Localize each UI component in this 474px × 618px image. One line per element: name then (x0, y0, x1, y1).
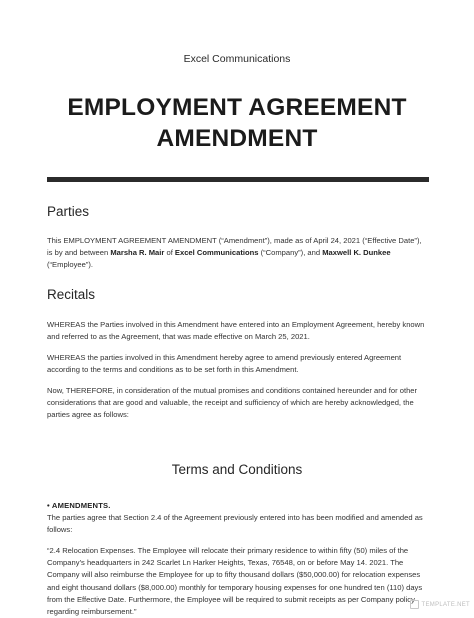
recitals-paragraph-2: WHEREAS the parties involved in this Amendment hereby agree to amend previously entered Agreement according to the terms and conditions as to be set forth in this Amendment. (47, 353, 402, 375)
parties-text-2b: of (164, 248, 175, 258)
document-title (0, 92, 474, 154)
recitals-heading: Recitals (47, 287, 96, 302)
parties-text-1: This EMPLOYMENT AGREEMENT AMENDMENT (“Amendment”), made as of April 24, 2021 (“Effective Date”), (47, 236, 422, 245)
parties-text-2c: (“Company”), and (258, 248, 323, 258)
template-logo-icon (410, 600, 419, 609)
recitals-paragraph-3: Now, THEREFORE, in consideration of the mutual promises and conditions contained hereunder and for other considerations that are good and valuable, the receipt and sufficiency of which are hereby acknowledged, the parties agree as follows: (47, 386, 418, 420)
title-line-2: AMENDMENT (156, 125, 318, 152)
amendments-label: • AMENDMENTS. (47, 501, 111, 510)
parties-paragraph (47, 235, 429, 272)
terms-heading: Terms and Conditions (171, 462, 303, 477)
terms-paragraph-2: “2.4 Relocation Expenses. The Employee will relocate their primary residence to within fifty (50) miles of the Company’s headquarters in 242 Scarlet Ln Harker Heights, Texas, 76548, on or before May 14. 2021. The Company will also reimburse the Employee for up to fifty thousand dollars ($50,000.00) for relocation expenses and eight thousand dollars ($8,000.00) monthly for temporary housing expenses for one hundred ten (110) days from the Effective Date. Furthermore, the Employee will be required to submit receipts as per Company policy regarding reimbursement.” (47, 546, 423, 617)
parties-text-3: (“Employee”). (47, 260, 93, 270)
recitals-paragraph-1: WHEREAS the Parties involved in this Amendment have entered into an Employment Agreement, hereby known and referred to as the Agreement, that was made effective on March 25, 2021. (47, 320, 425, 342)
parties-text-2a: is by and between (47, 248, 111, 258)
title-line-1: EMPLOYMENT AGREEMENT (67, 94, 407, 121)
employee-name: Maxwell K. Dunkee (322, 248, 391, 258)
company-name: Excel Communications (183, 53, 291, 65)
terms-paragraph-1: The parties agree that Section 2.4 of the Agreement previously entered into has been modified and amended as follows: (47, 513, 423, 535)
parties-heading: Parties (47, 204, 90, 219)
watermark-text: TEMPLATE.NET (421, 601, 470, 608)
title-divider (47, 177, 429, 182)
employer-name: Marsha R. Mair (110, 248, 165, 258)
template-watermark (410, 600, 471, 609)
company-name-bold: Excel Communications (174, 248, 259, 258)
